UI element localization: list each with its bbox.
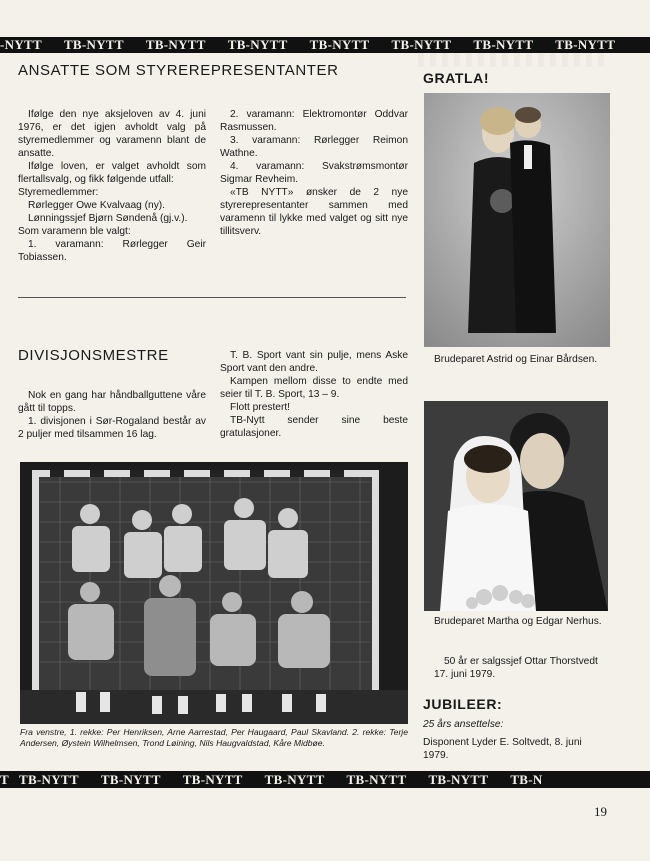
banner-item: TB-NYTT: [100, 771, 161, 787]
team-photo: [20, 462, 408, 724]
article1-title: ANSATTE SOM STYREREPRESENTANTER: [18, 62, 339, 79]
banner-item: TB-NYTT: [428, 771, 489, 787]
top-banner: [0, 37, 650, 53]
article1-left-column: [18, 108, 206, 264]
jubilee-title: JUBILEER:: [423, 696, 503, 712]
banner-item: TB-NYTT: [473, 37, 534, 52]
paragraph: Flott prestert!: [230, 402, 291, 413]
team-photo-caption: Fra venstre, 1. rekke: Per Henriksen, Arne Aarrestad, Per Haugaard, Paul Skavland. 2. rekke: Terje Andersen, Øystein Wilhelmsen, Trond Løining, Nils Haugvaldstad, Kåre Midbøe.: [20, 727, 408, 748]
bottom-banner: [0, 771, 650, 788]
paragraph: Lønningssjef Bjørn Søndenå (gj.v.).: [28, 213, 188, 224]
banner-item: TB-NYTT: [264, 771, 325, 787]
sidebar-title: GRATLA!: [423, 70, 490, 86]
paragraph: «TB NYTT» ønsker de 2 nye styrerepresentanter sammen med varamenn til lykke med valget og sitt nye tillitsverv.: [220, 187, 408, 237]
page-number: 19: [594, 804, 607, 819]
wedding-caption-1: Brudeparet Astrid og Einar Bårdsen.: [434, 354, 598, 365]
banner-item: TB-NYTT: [555, 37, 616, 52]
wedding-photo-1: [424, 93, 610, 347]
banner-item: TB-NYTT: [391, 37, 452, 52]
jubilee-subtitle: 25 års ansettelse:: [423, 719, 504, 730]
banner-item: TB-NYTT: [346, 771, 407, 787]
banner-item: -NYTT: [0, 37, 42, 52]
sidebar-header-strip: [418, 53, 610, 67]
paragraph: Nok en gang har håndballguttene våre gått til topps.: [18, 390, 206, 414]
banner-item: TB-NYTT: [182, 771, 243, 787]
wedding-caption-2: Brudeparet Martha og Edgar Nerhus.: [434, 616, 602, 627]
paragraph: 1. varamann: Rørlegger Geir Tobiassen.: [18, 239, 206, 263]
banner-item: T: [0, 771, 9, 787]
paragraph: 4. varamann: Svakstrømsmontør Sigmar Revheim.: [220, 161, 408, 185]
article1-right-column: [220, 108, 408, 238]
banner-item: TB-NYTT: [227, 37, 288, 52]
paragraph: Styremedlemmer:: [18, 187, 99, 198]
banner-item: TB-N: [510, 771, 543, 787]
paragraph: 3. varamann: Rørlegger Reimon Wathne.: [220, 135, 408, 159]
paragraph: Som varamenn ble valgt:: [18, 226, 131, 237]
banner-item: TB-NYTT: [63, 37, 124, 52]
wedding-photo-2: [424, 401, 608, 611]
paragraph: Kampen mellom disse to endte med seier til T. B. Sport, 13 – 9.: [220, 376, 408, 400]
paragraph: 2. varamann: Elektromontør Oddvar Rasmussen.: [220, 109, 408, 133]
article2-right-column: [220, 349, 408, 440]
banner-item: TB-NYTT: [18, 771, 79, 787]
paragraph: 1. divisjonen i Sør-Rogaland består av 2 puljer med tilsammen 16 lag.: [18, 416, 206, 440]
birthday-note: 50 år er salgssjef Ottar Thorstvedt 17. juni 1979.: [434, 656, 598, 680]
paragraph: Ifølge den nye aksjeloven av 4. juni 1976, er det igjen avholdt valg på styremedlemmer og varamenn blant de ansatte.: [18, 109, 206, 159]
jubilee-text: Disponent Lyder E. Soltvedt, 8. juni 1979.: [423, 737, 582, 761]
banner-item: TB-NYTT: [309, 37, 370, 52]
paragraph: Rørlegger Owe Kvalvaag (ny).: [28, 200, 166, 211]
paragraph: TB-Nytt sender sine beste gratulasjoner.: [220, 415, 408, 439]
article2-left-column: [18, 389, 206, 441]
article2-title: DIVISJONSMESTRE: [18, 347, 169, 364]
divider: [18, 297, 406, 298]
banner-item: TB-NYTT: [145, 37, 206, 52]
paragraph: Ifølge loven, er valget avholdt som flertallsvalg, og fikk følgende utfall:: [18, 161, 206, 185]
paragraph: T. B. Sport vant sin pulje, mens Aske Sport vant den andre.: [220, 350, 408, 374]
